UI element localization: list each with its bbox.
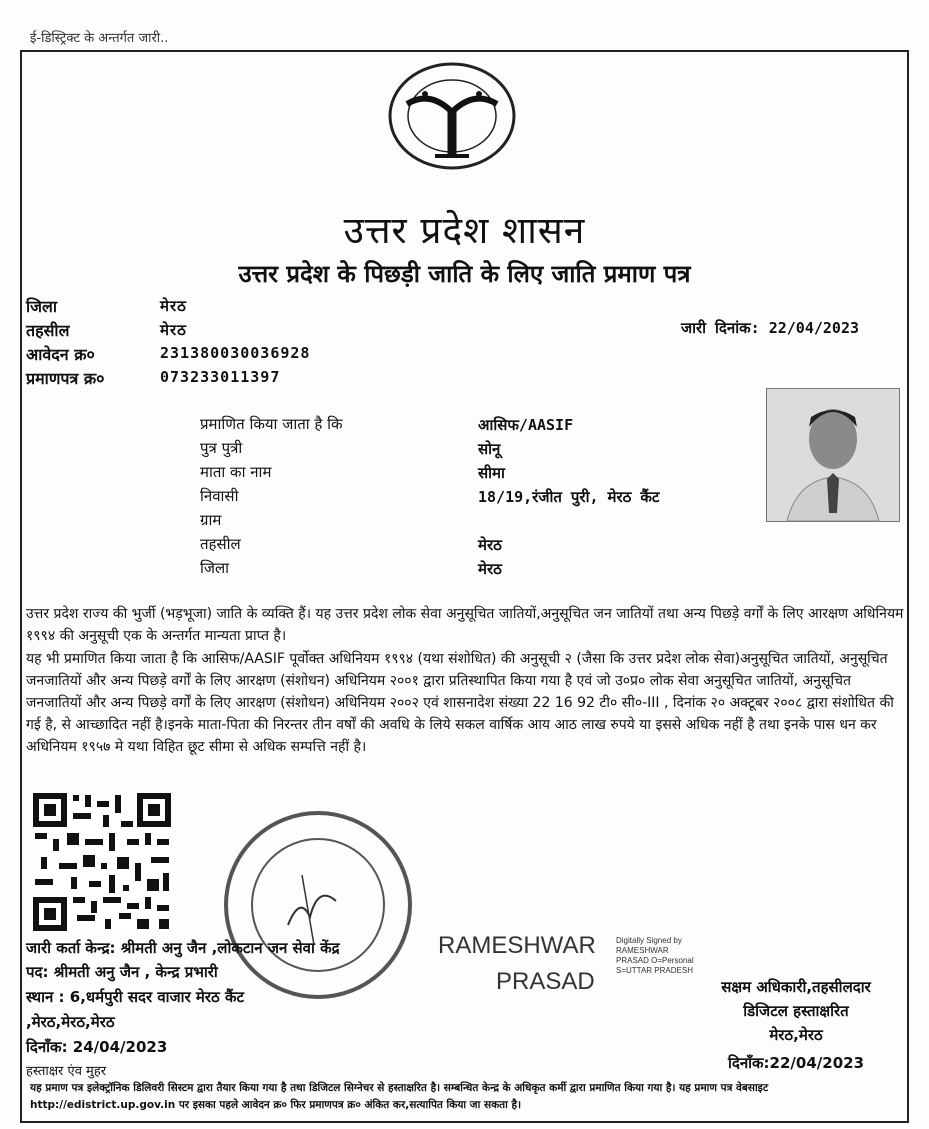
application-label: आवेदन क्र० xyxy=(26,345,95,364)
field-label-certified: प्रमाणित किया जाता है कि xyxy=(200,415,343,433)
issuer-date: दिनाँक: 24/04/2023 xyxy=(26,1038,168,1056)
field-label-son-daughter: पुत्र पुत्री xyxy=(200,439,243,457)
digital-signature-details: Digitally Signed by RAMESHWAR PRASAD O=Personal S=UTTAR PRADESH xyxy=(616,936,694,975)
up-state-emblem-icon xyxy=(385,60,519,172)
field-label-resident: निवासी xyxy=(200,487,239,505)
tehsil-value: मेरठ xyxy=(160,321,187,339)
document-title: उत्तर प्रदेश शासन xyxy=(343,209,586,252)
signer-name-line1: RAMESHWAR xyxy=(438,932,596,959)
field-value-address: 18/19,रंजीत पुरी, मेरठ कैंट xyxy=(478,488,660,506)
officer-digital-signed: डिजिटल हस्ताक्षरित xyxy=(743,1002,849,1020)
certificate-body xyxy=(26,603,906,759)
issuer-post: पद: श्रीमती अनु जैन , केन्द्र प्रभारी xyxy=(26,963,218,981)
certificate-number-label: प्रमाणपत्र क्र० xyxy=(26,369,105,388)
office-seal-stamp xyxy=(218,805,418,1005)
body-paragraph-caste: उत्तर प्रदेश राज्य की भुर्जी (भड़भूजा) जाति के व्यक्ति हैं। यह उत्तर प्रदेश लोक सेवा अनुसूचित जातियों,अनुसूचित जन जातियों तथा अन्य पिछड़े वर्गों के लिए आरक्षण अधिनियम १९९४ की अनुसूची एक के अन्तर्गत मान्यता प्राप्त है। xyxy=(26,606,904,644)
field-label-district: जिला xyxy=(200,559,230,577)
footnote: यह प्रमाण पत्र इलेक्ट्रॉनिक डिलिवरी सिस्टम द्वारा तैयार किया गया है तथा डिजिटल सिग्नेचर से हस्ताक्षरित है। सम्बन्धित केन्द्र के अधिकृत कर्मी द्वारा प्रमाणित किया गया है। यह प्रमाण पत्र वेबसाइट http://edistrict.up.gov.in पर इसका पहले आवेदन क्र० फिर प्रमाणपत्र क्र० अंकित कर,सत्यापित किया जा सकता है। xyxy=(30,1082,769,1111)
issuer-place: स्थान : 6,धर्मपुरी सदर वाजार मेरठ कैंट xyxy=(26,988,245,1006)
field-value-district: मेरठ xyxy=(478,560,502,578)
competent-officer-block xyxy=(688,977,904,1073)
tehsil-label: तहसील xyxy=(26,321,70,340)
application-number: 231380030036928 xyxy=(160,344,311,362)
header-note: ई-डिस्ट्रिक्ट के अन्तर्गत जारी.. xyxy=(30,31,169,46)
issuer-center: जारी कर्ता केन्द्र: श्रीमती अनु जैन ,लोकटान जन सेवा केंद्र xyxy=(26,939,340,957)
field-label-village: ग्राम xyxy=(200,511,222,529)
body-paragraph-income: यह भी प्रमाणित किया जाता है कि आसिफ/AASIF पूर्वोक्त अधिनियम १९९४ (यथा संशोधित) की अनुसूची २ (जैसा कि उत्तर प्रदेश लोक सेवा)अनुसूचित जातियों, अनुसूचित जनजातियों और अन्य पिछड़े वर्गों के लिए आरक्षण (संशोधन) अधिनियम २००१ द्वारा प्रतिस्थापित किया गया है एवं जो उ०प्र० लोक सेवा अनुसूचित जातियों, अनुसूचित जनजातियों और अन्य पिछड़े वर्गों के लिए आरक्षण (संशोधन) अधिनियम २००२ एवं शासनादेश संख्या 22 16 92 टी० सी०-III , दिनांक २० अक्टूबर २००८ द्वारा संशोधित की गई है, से आच्छादित नहीं है।इनके माता-पिता की निरन्तर तीन वर्षों की अवधि के लिये सकल वार्षिक आय आठ लाख रुपये या इससे अधिक नहीं है तथा इनके पास धन कर अधिनियम १९५७ मे यथा विहित छूट सीमा से अधिक सम्पत्ति नहीं है। xyxy=(26,651,894,755)
signature-seal-label: हस्ताक्षर एंव मुहर xyxy=(26,1064,107,1079)
digital-signer-name xyxy=(438,930,596,995)
officer-date: दिनाँक:22/04/2023 xyxy=(727,1054,865,1072)
district-label: जिला xyxy=(26,297,58,316)
field-label-mother: माता का नाम xyxy=(200,463,272,481)
officer-title: सक्षम अधिकारी,तहसीलदार xyxy=(721,978,871,996)
field-value-tehsil: मेरठ xyxy=(478,536,502,554)
officer-place: मेरठ,मेरठ xyxy=(769,1026,823,1044)
certificate-number: 073233011397 xyxy=(160,368,281,386)
field-value-mother: सीमा xyxy=(478,464,505,482)
signer-name-line2: PRASAD xyxy=(496,968,595,995)
applicant-photo xyxy=(766,388,900,522)
issue-date: जारी दिनांक: 22/04/2023 xyxy=(680,319,859,337)
field-label-tehsil: तहसील xyxy=(200,535,241,553)
district-value: मेरठ xyxy=(160,297,187,315)
issuer-place-line2: ,मेरठ,मेरठ,मेरठ xyxy=(26,1013,115,1031)
field-value-father: सोनू xyxy=(478,440,501,458)
qr-code-icon xyxy=(33,793,171,931)
field-value-name: आसिफ/AASIF xyxy=(478,416,574,434)
document-subtitle: उत्तर प्रदेश के पिछड़ी जाति के लिए जाति प्रमाण पत्र xyxy=(238,260,691,288)
